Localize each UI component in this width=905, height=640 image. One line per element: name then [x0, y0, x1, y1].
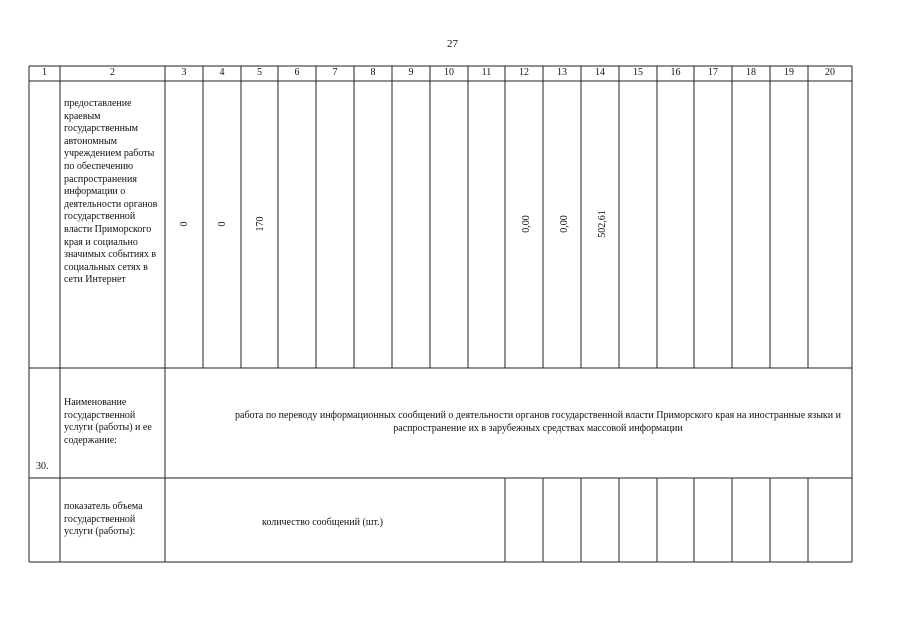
column-header: 19	[784, 67, 794, 78]
column-header: 5	[257, 67, 262, 78]
column-header: 17	[708, 67, 718, 78]
column-header: 9	[408, 67, 414, 78]
column-header: 8	[370, 67, 376, 78]
service-name-label: Наименование государственной услуги (работы) и ее содержание:	[64, 397, 152, 446]
value-col4: 0	[217, 221, 228, 227]
row-description: предоставление краевым государственным автономным учреждением работы по обеспечению распространения информации о деятельности органов государственной власти Приморского края и социально значимых событиях в социальных сетях в сети Интернет	[64, 98, 158, 286]
column-header: 2	[110, 67, 115, 78]
column-header: 15	[633, 67, 643, 78]
service-content: работа по переводу информационных сообщений о деятельности органов государственной власти Приморского края на иностранные языки и распространение их в зарубежных средствах массовой информации	[235, 410, 841, 434]
column-header: 10	[444, 67, 454, 78]
volume-indicator-content: количество сообщений (шт.)	[262, 517, 383, 528]
column-header: 18	[746, 67, 756, 78]
column-header: 14	[595, 67, 605, 78]
row-number: 30.	[36, 461, 49, 472]
column-header: 3	[181, 67, 187, 78]
value-col3: 0	[179, 221, 190, 227]
column-header: 16	[670, 67, 681, 78]
column-header: 7	[332, 67, 338, 78]
column-header: 13	[557, 67, 567, 78]
page-number: 27	[447, 38, 458, 50]
column-header: 6	[294, 67, 300, 78]
volume-indicator-label: показатель объема государственной услуги (работы):	[64, 501, 143, 538]
column-header: 11	[481, 67, 492, 78]
value-col14: 502,61	[597, 210, 608, 238]
value-col13: 0,00	[559, 215, 570, 233]
column-header: 1	[42, 67, 47, 78]
value-col12: 0,00	[521, 215, 532, 233]
column-header: 12	[519, 67, 529, 78]
value-col5: 170	[255, 216, 266, 232]
column-header: 4	[219, 67, 225, 78]
column-header: 20	[825, 67, 835, 78]
